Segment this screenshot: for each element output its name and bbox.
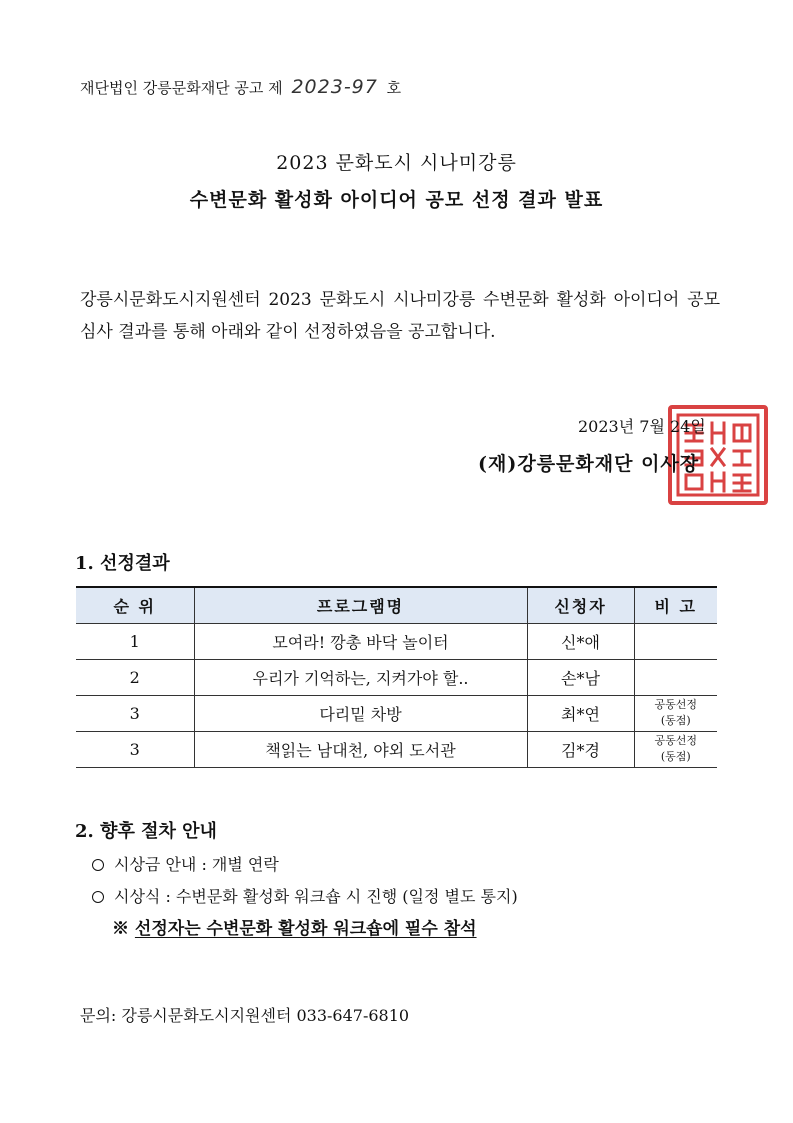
rank-cell: 3	[76, 731, 194, 767]
notice-number-line	[80, 76, 401, 98]
notice-prefix: 재단법인 강릉문화재단 공고 제	[80, 79, 283, 97]
note-line-1: 공동선정	[654, 734, 697, 747]
procedure-item	[92, 852, 279, 875]
table-row	[76, 659, 717, 695]
handwritten-notice-number: 2023-97	[291, 76, 378, 98]
table-header-row	[76, 587, 717, 623]
note-cell	[634, 731, 717, 767]
title-line-2: 수변문화 활성화 아이디어 공모 선정 결과 발표	[189, 189, 604, 211]
applicant-cell: 김*경	[527, 731, 634, 767]
table-row	[76, 623, 717, 659]
header-applicant: 신청자	[527, 587, 634, 623]
section-2-heading: 2. 향후 절차 안내	[75, 821, 217, 842]
procedure-item	[92, 884, 518, 907]
applicant-cell: 신*애	[527, 623, 634, 659]
note-cell	[634, 623, 717, 659]
mandatory-attendance-text: 선정자는 수변문화 활성화 워크숍에 필수 참석	[134, 919, 477, 939]
announcement-body: 강릉시문화도시지원센터 2023 문화도시 시나미강릉 수변문화 활성화 아이디어 공모 심사 결과를 통해 아래와 같이 선정하였음을 공고합니다.	[80, 290, 720, 342]
procedure-item-text: 시상금 안내 : 개별 연락	[114, 855, 279, 874]
program-cell: 책읽는 남대천, 야외 도서관	[194, 731, 527, 767]
program-cell: 다리밑 차방	[194, 695, 527, 731]
applicant-cell: 최*연	[527, 695, 634, 731]
header-note: 비 고	[634, 587, 717, 623]
issuing-organization: (재)강릉문화재단 이사장	[478, 453, 700, 475]
contact-info: 문의: 강릉시문화도시지원센터 033-647-6810	[80, 1006, 410, 1025]
title-line-1: 2023 문화도시 시나미강릉	[276, 152, 517, 174]
selection-result-table	[76, 586, 717, 768]
note-line-2: (동점)	[660, 714, 691, 727]
procedure-item-text: 시상식 : 수변문화 활성화 워크숍 시 진행 (일정 별도 통지)	[114, 887, 518, 906]
program-cell: 모여라! 깡총 바닥 놀이터	[194, 623, 527, 659]
circle-bullet-icon	[92, 859, 104, 871]
table-row	[76, 731, 717, 767]
section-1-heading: 1. 선정결과	[75, 553, 170, 574]
notice-suffix: 호	[386, 79, 402, 97]
note-line-1: 공동선정	[654, 698, 697, 711]
program-cell: 우리가 기억하는, 지켜가야 할..	[194, 659, 527, 695]
header-rank: 순 위	[76, 587, 194, 623]
reference-mark-icon: ※	[112, 919, 129, 939]
mandatory-attendance-note	[112, 914, 477, 939]
announcement-date: 2023년 7월 24일	[578, 417, 706, 436]
note-line-2: (동점)	[660, 750, 691, 763]
rank-cell: 1	[76, 623, 194, 659]
table-row	[76, 695, 717, 731]
applicant-cell: 손*남	[527, 659, 634, 695]
header-program: 프로그램명	[194, 587, 527, 623]
rank-cell: 3	[76, 695, 194, 731]
note-cell	[634, 695, 717, 731]
note-cell	[634, 659, 717, 695]
circle-bullet-icon	[92, 891, 104, 903]
rank-cell: 2	[76, 659, 194, 695]
